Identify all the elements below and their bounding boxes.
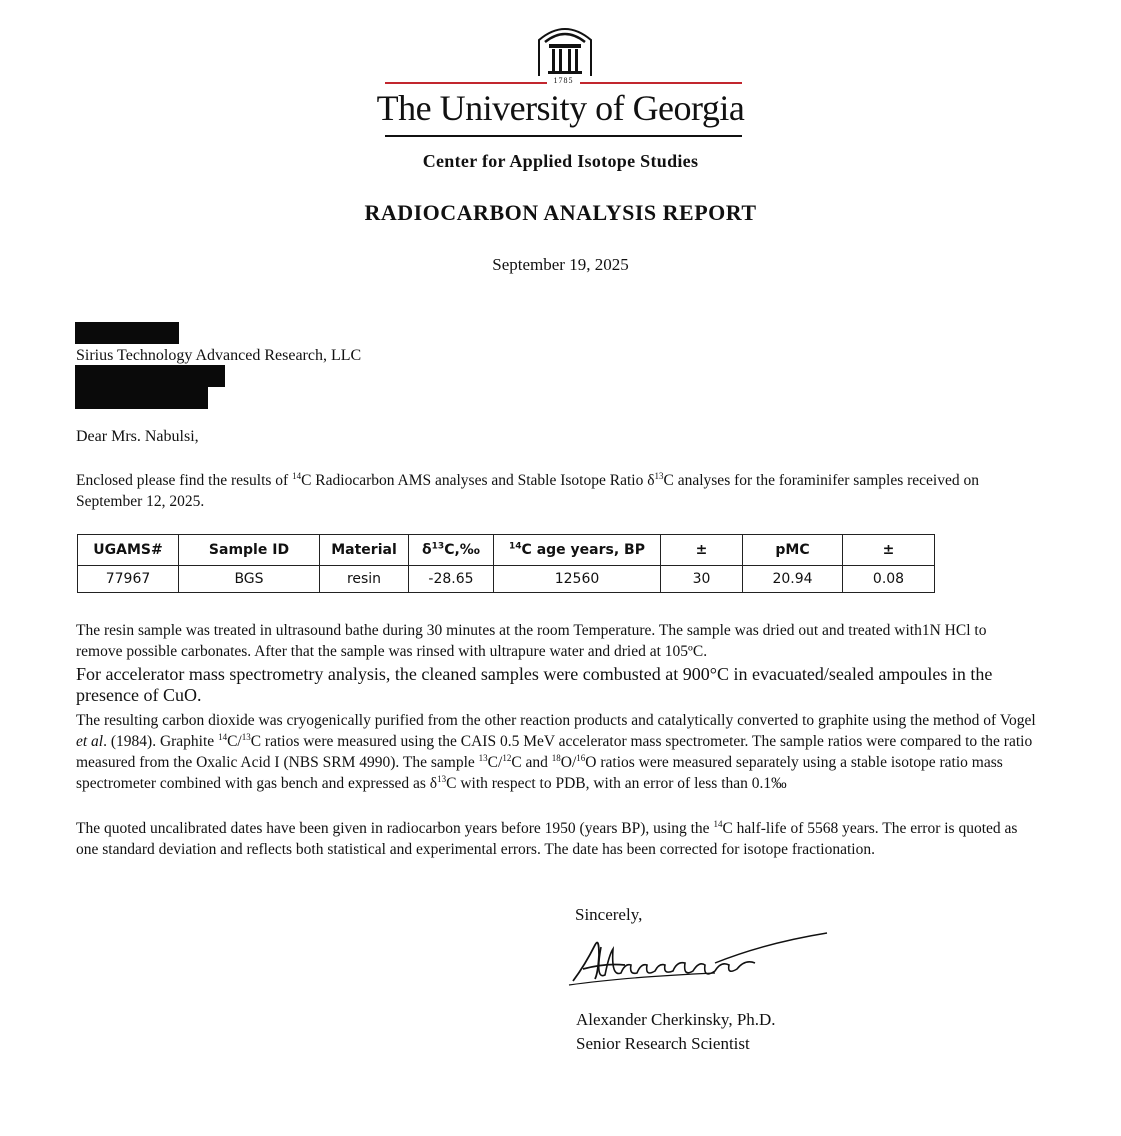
closing: Sincerely, bbox=[575, 905, 643, 924]
report-date: September 19, 2025 bbox=[492, 255, 629, 274]
cell-material: resin bbox=[320, 566, 409, 593]
redaction-bar bbox=[75, 322, 179, 344]
signer-title: Senior Research Scientist bbox=[576, 1034, 750, 1053]
cell-pmc-error: 0.08 bbox=[843, 566, 935, 593]
cell-age: 12560 bbox=[494, 566, 661, 593]
signer-name: Alexander Cherkinsky, Ph.D. bbox=[576, 1010, 776, 1029]
center-name: Center for Applied Isotope Studies bbox=[422, 151, 699, 171]
intro-paragraph: Enclosed please find the results of $^{14}$C Radiocarbon AMS analyses and Stable Isotope Ratio $\delta^{13}C$ analyses for the foraminifer samples received on September 12, 2025. bbox=[76, 470, 979, 510]
header-age: $^{14}$C age years, BP bbox=[494, 535, 661, 566]
cell-age-error: 30 bbox=[661, 566, 743, 593]
header-pmc: pMC bbox=[743, 535, 843, 566]
table-row bbox=[78, 566, 935, 593]
table-header-row bbox=[78, 535, 935, 566]
university-name: The University of Georgia bbox=[376, 88, 745, 128]
handwritten-signature bbox=[565, 925, 830, 990]
cell-d13c: -28.65 bbox=[409, 566, 494, 593]
header-age-error: ± bbox=[661, 535, 743, 566]
header-pmc-error: ± bbox=[843, 535, 935, 566]
cell-sample-id: BGS bbox=[179, 566, 320, 593]
logo-red-rule-right bbox=[580, 82, 742, 84]
method-paragraph-pretreatment: The resin sample was treated in ultrasound bathe during 30 minutes at the room Temperature. The sample was dried out and treated with1N HCl to remove possible carbonates. After that the sample was rinsed with ultrapure water and dried at 105ºC. bbox=[76, 622, 987, 660]
header-sample-id: Sample ID bbox=[179, 535, 320, 566]
report-title: RADIOCARBON ANALYSIS REPORT bbox=[364, 200, 757, 225]
method-paragraph-dates: The quoted uncalibrated dates have been given in radiocarbon years before 1950 (years BP), using the $^{14}$C half-life of 5568 years. The error is quoted as one standard deviation and reflects both statistical and experimental errors. The date has been corrected for isotope fractionation. bbox=[76, 818, 1018, 858]
cell-ugams: 77967 bbox=[78, 566, 179, 593]
results-table bbox=[77, 534, 935, 593]
greeting: Dear Mrs. Nabulsi, bbox=[76, 428, 199, 445]
header-underline bbox=[385, 135, 742, 137]
header-material: Material bbox=[320, 535, 409, 566]
cell-pmc: 20.94 bbox=[743, 566, 843, 593]
header-ugams: UGAMS# bbox=[78, 535, 179, 566]
university-arch-logo bbox=[535, 20, 595, 80]
redaction-bar bbox=[75, 365, 225, 387]
logo-red-rule-left bbox=[385, 82, 547, 84]
header-d13c: $\delta^{13}C,‰$ bbox=[409, 535, 494, 566]
method-paragraph-measurement: The resulting carbon dioxide was cryogenically purified from the other reaction products and catalytically converted to graphite using the method of Vogel et al. (1984). Graphite $^{14}$C/$^{13}$C ratios were measured using the CAIS 0.5 MeV accelerator mass spectrometer. The sample ratios were compared to the ratio measured from the Oxalic Acid I (NBS SRM 4990). The sample $^{13}$C/$^{12}$C and $^{18}$O/$^{16}$O ratios were measured separately using a stable isotope ratio mass spectrometer combined with gas bench and expressed as $\delta^{13}C$ with respect to PDB, with an error of less than 0.1‰ bbox=[76, 712, 1036, 792]
recipient-company: Sirius Technology Advanced Research, LLC bbox=[76, 347, 362, 364]
redaction-bar bbox=[75, 385, 208, 409]
logo-est-year: 1785 bbox=[553, 76, 574, 85]
method-paragraph-combustion: For accelerator mass spectrometry analysis, the cleaned samples were combusted at 900°C in evacuated/sealed ampoules in the presence of CuO. bbox=[76, 664, 993, 705]
